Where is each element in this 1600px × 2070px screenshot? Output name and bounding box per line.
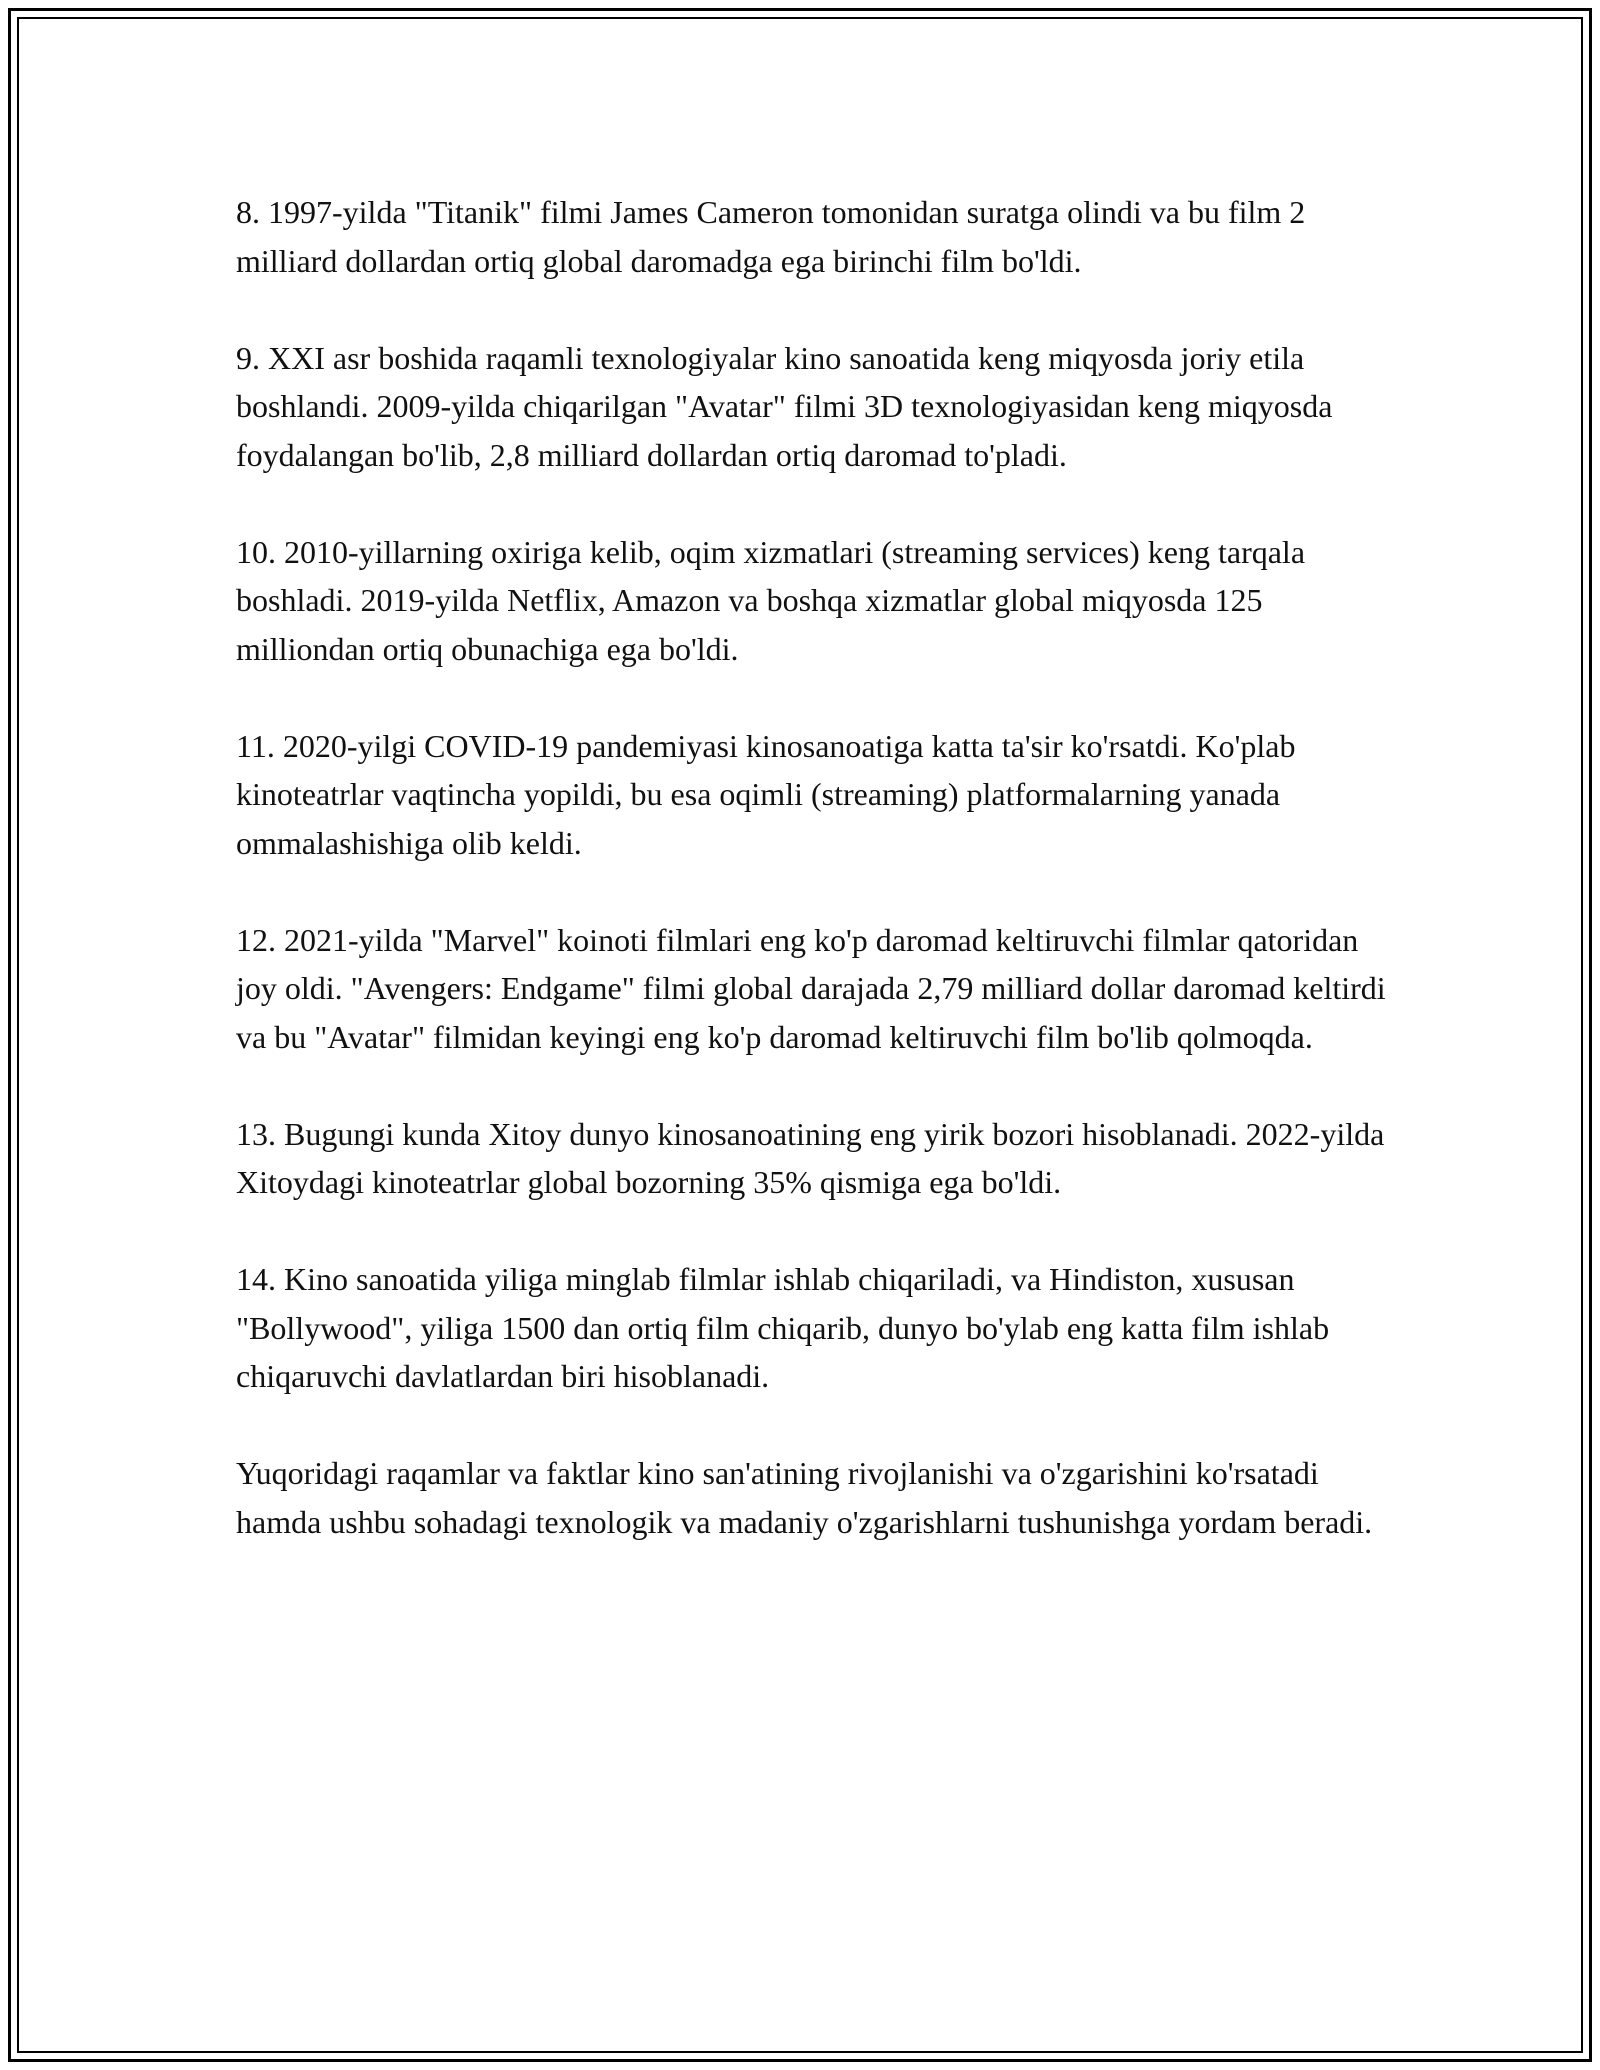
paragraph-item-10: 10. 2010-yillarning oxiriga kelib, oqim xizmatlari (streaming services) keng tarqala boshladi. 2019-yilda Netflix, Amazon va boshqa xizmatlar global miqyosda 125 milliondan ortiq obunachiga ega bo'ldi. xyxy=(236,533,1306,667)
conclusion-paragraph: Yuqoridagi raqamlar va faktlar kino san'atining rivojlanishi va o'zgarishini ko'rsatadi hamda ushbu sohadagi texnologik va madaniy o'zgarishlarni tushunishga yordam beradi. xyxy=(236,1455,1373,1540)
paragraph-item-9: 9. XXI asr boshida raqamli texnologiyalar kino sanoatida keng miqyosda joriy etila boshlandi. 2009-yilda chiqarilgan "Avatar" filmi 3D texnologiyasidan keng miqyosda foydalangan bo'lib, 2,8 milliard dollardan ortiq daromad to'pladi. xyxy=(236,339,1333,473)
paragraph-item-13: 13. Bugungi kunda Xitoy dunyo kinosanoatining eng yirik bozori hisoblanadi. 2022-yilda Xitoydagi kinoteatrlar global bozorning 35% qismiga ega bo'ldi. xyxy=(236,1115,1385,1200)
paragraph-item-14: 14. Kino sanoatida yiliga minglab filmlar ishlab chiqariladi, va Hindiston, xususan "Bollywood", yiliga 1500 dan ortiq film chiqarib, dunyo bo'ylab eng katta film ishlab chiqaruvchi davlatlardan biri hisoblanadi. xyxy=(236,1261,1330,1394)
paragraph-item-12: 12. 2021-yilda "Marvel" koinoti filmlari eng ko'p daromad keltiruvchi filmlar qatoridan joy oldi. "Avengers: Endgame" filmi global darajada 2,79 milliard dollar daromad keltirdi va bu "Avatar" filmidan keyingi eng ko'p daromad keltiruvchi film bo'lib qolmoqda. xyxy=(236,921,1386,1055)
document-body xyxy=(236,188,1386,1595)
paragraph-item-11: 11. 2020-yilgi COVID-19 pandemiyasi kinosanoatiga katta ta'sir ko'rsatdi. Ko'plab kinoteatrlar vaqtincha yopildi, bu esa oqimli (streaming) platformalarning yanada ommalashishiga olib keldi. xyxy=(236,727,1296,861)
paragraph-item-8: 8. 1997-yilda "Titanik" filmi James Cameron tomonidan suratga olindi va bu film 2 milliard dollardan ortiq global daromadga ega birinchi film bo'ldi. xyxy=(236,194,1306,279)
